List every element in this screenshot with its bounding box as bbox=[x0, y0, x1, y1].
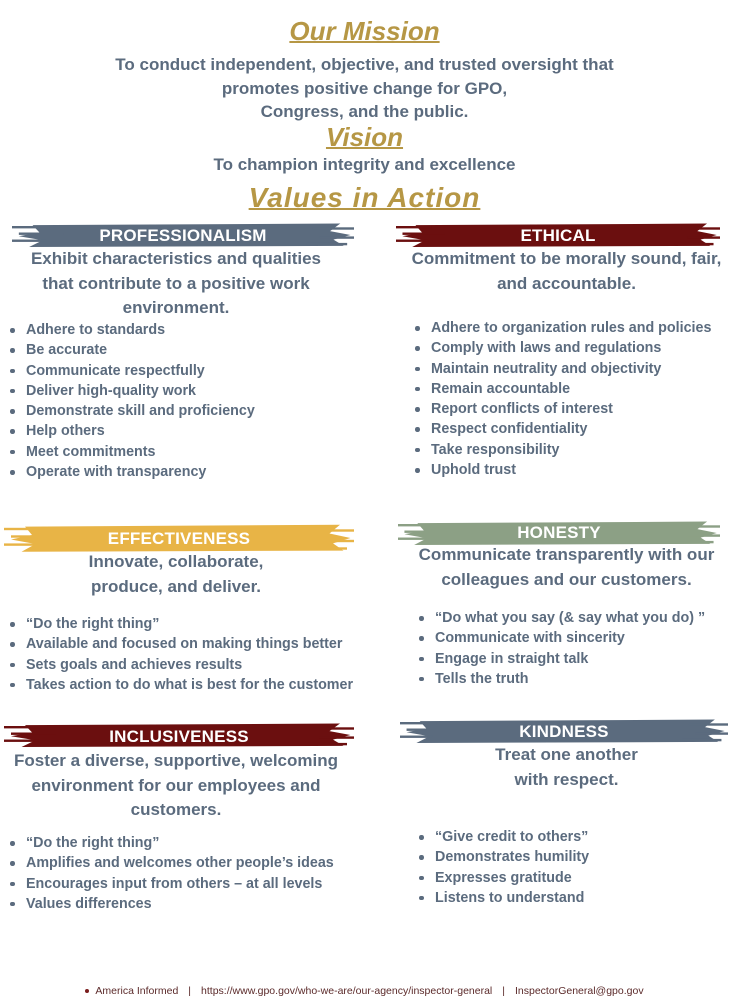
vision-title: Vision bbox=[325, 122, 404, 152]
list-item: Expresses gratitude bbox=[418, 868, 589, 888]
honesty-description bbox=[404, 543, 729, 592]
list-item: Communicate respectfully bbox=[9, 361, 255, 381]
inclusiveness-description bbox=[0, 749, 352, 823]
list-item: Respect confidentiality bbox=[414, 419, 711, 439]
list-item: “Do the right thing” bbox=[9, 614, 353, 634]
desc-line: colleagues and our customers. bbox=[441, 569, 692, 589]
list-item: Maintain neutrality and objectivity bbox=[414, 359, 711, 379]
list-item: Demonstrate skill and proficiency bbox=[9, 401, 255, 421]
list-item: Adhere to organization rules and policies bbox=[414, 318, 711, 338]
list-item: Take responsibility bbox=[414, 440, 711, 460]
ethical-description bbox=[404, 247, 729, 296]
professionalism-description bbox=[0, 247, 352, 321]
desc-line: environment. bbox=[122, 298, 230, 317]
list-item: Remain accountable bbox=[414, 379, 711, 399]
list-item: “Do what you say (& say what you do) ” bbox=[418, 608, 705, 628]
desc-line: Treat one another bbox=[495, 745, 638, 764]
ethical-banner bbox=[396, 222, 720, 248]
desc-line: Commitment to be morally sound, fair, bbox=[411, 249, 722, 268]
desc-line: with respect. bbox=[514, 769, 619, 789]
list-item: Available and focused on making things better bbox=[9, 634, 353, 654]
list-item: Encourages input from others – at all levels bbox=[9, 874, 334, 894]
desc-line: Exhibit characteristics and qualities bbox=[30, 249, 322, 268]
list-item: Values differences bbox=[9, 894, 334, 914]
list-item: Listens to understand bbox=[418, 888, 589, 908]
list-item: Takes action to do what is best for the customer bbox=[9, 675, 353, 695]
kindness-list bbox=[418, 827, 589, 908]
list-item: Help others bbox=[9, 421, 255, 441]
vision-statement: To champion integrity and excellence bbox=[213, 155, 516, 174]
list-item: Deliver high-quality work bbox=[9, 381, 255, 401]
list-item: “Give credit to others” bbox=[418, 827, 589, 847]
mission-statement bbox=[0, 53, 729, 124]
values-title: Values in Action bbox=[248, 182, 481, 213]
professionalism-list bbox=[9, 320, 255, 482]
footer-url-link[interactable]: https://www.gpo.gov/who-we-are/our-agency/inspector-general bbox=[201, 985, 493, 997]
list-item: Amplifies and welcomes other people’s ideas bbox=[9, 853, 334, 873]
list-item: Adhere to standards bbox=[9, 320, 255, 340]
inclusiveness-heading: INCLUSIVENESS bbox=[109, 727, 249, 746]
kindness-description bbox=[404, 743, 729, 792]
desc-line: produce, and deliver. bbox=[90, 576, 262, 596]
list-item: Demonstrates humility bbox=[418, 847, 589, 867]
footer-email-link[interactable]: InspectorGeneral@gpo.gov bbox=[515, 985, 644, 997]
kindness-banner bbox=[400, 718, 728, 744]
mission-line-2: promotes positive change for GPO, bbox=[221, 78, 508, 98]
list-item: “Do the right thing” bbox=[9, 833, 334, 853]
effectiveness-heading: EFFECTIVENESS bbox=[107, 529, 251, 548]
list-item: Engage in straight talk bbox=[418, 649, 705, 669]
ethical-heading: ETHICAL bbox=[520, 226, 596, 245]
inclusiveness-banner bbox=[4, 722, 354, 748]
effectiveness-list bbox=[9, 614, 353, 695]
list-item: Operate with transparency bbox=[9, 462, 255, 482]
list-item: Tells the truth bbox=[418, 669, 705, 689]
mission-title: Our Mission bbox=[289, 16, 440, 46]
inclusiveness-list bbox=[9, 833, 334, 914]
desc-line: environment for our employees and bbox=[31, 775, 321, 795]
desc-line: Communicate transparently with our bbox=[418, 545, 715, 564]
effectiveness-description bbox=[0, 550, 352, 599]
kindness-heading: KINDNESS bbox=[519, 722, 609, 741]
desc-line: and accountable. bbox=[497, 273, 636, 293]
list-item: Comply with laws and regulations bbox=[414, 338, 711, 358]
list-item: Uphold trust bbox=[414, 460, 711, 480]
desc-line: Foster a diverse, supportive, welcoming bbox=[13, 751, 339, 770]
mission-line-1: To conduct independent, objective, and trusted oversight that bbox=[115, 55, 614, 74]
footer: America Informed | https://www.gpo.gov/who-we-are/our-agency/inspector-general | InspectorGeneral@gpo.gov bbox=[0, 985, 729, 997]
desc-line: that contribute to a positive work bbox=[42, 273, 310, 293]
footer-org: America Informed bbox=[95, 985, 179, 997]
list-item: Meet commitments bbox=[9, 442, 255, 462]
ethical-list bbox=[414, 318, 711, 480]
professionalism-heading: PROFESSIONALISM bbox=[99, 226, 267, 245]
bullet-icon bbox=[85, 989, 89, 993]
desc-line: Innovate, collaborate, bbox=[88, 552, 264, 571]
list-item: Be accurate bbox=[9, 340, 255, 360]
honesty-list bbox=[418, 608, 705, 689]
mission-line-3: Congress, and the public. bbox=[260, 102, 469, 121]
honesty-heading: HONESTY bbox=[517, 523, 601, 542]
professionalism-banner bbox=[12, 222, 354, 248]
list-item: Report conflicts of interest bbox=[414, 399, 711, 419]
desc-line: customers. bbox=[130, 800, 222, 819]
list-item: Sets goals and achieves results bbox=[9, 655, 353, 675]
effectiveness-banner bbox=[4, 523, 354, 553]
list-item: Communicate with sincerity bbox=[418, 628, 705, 648]
